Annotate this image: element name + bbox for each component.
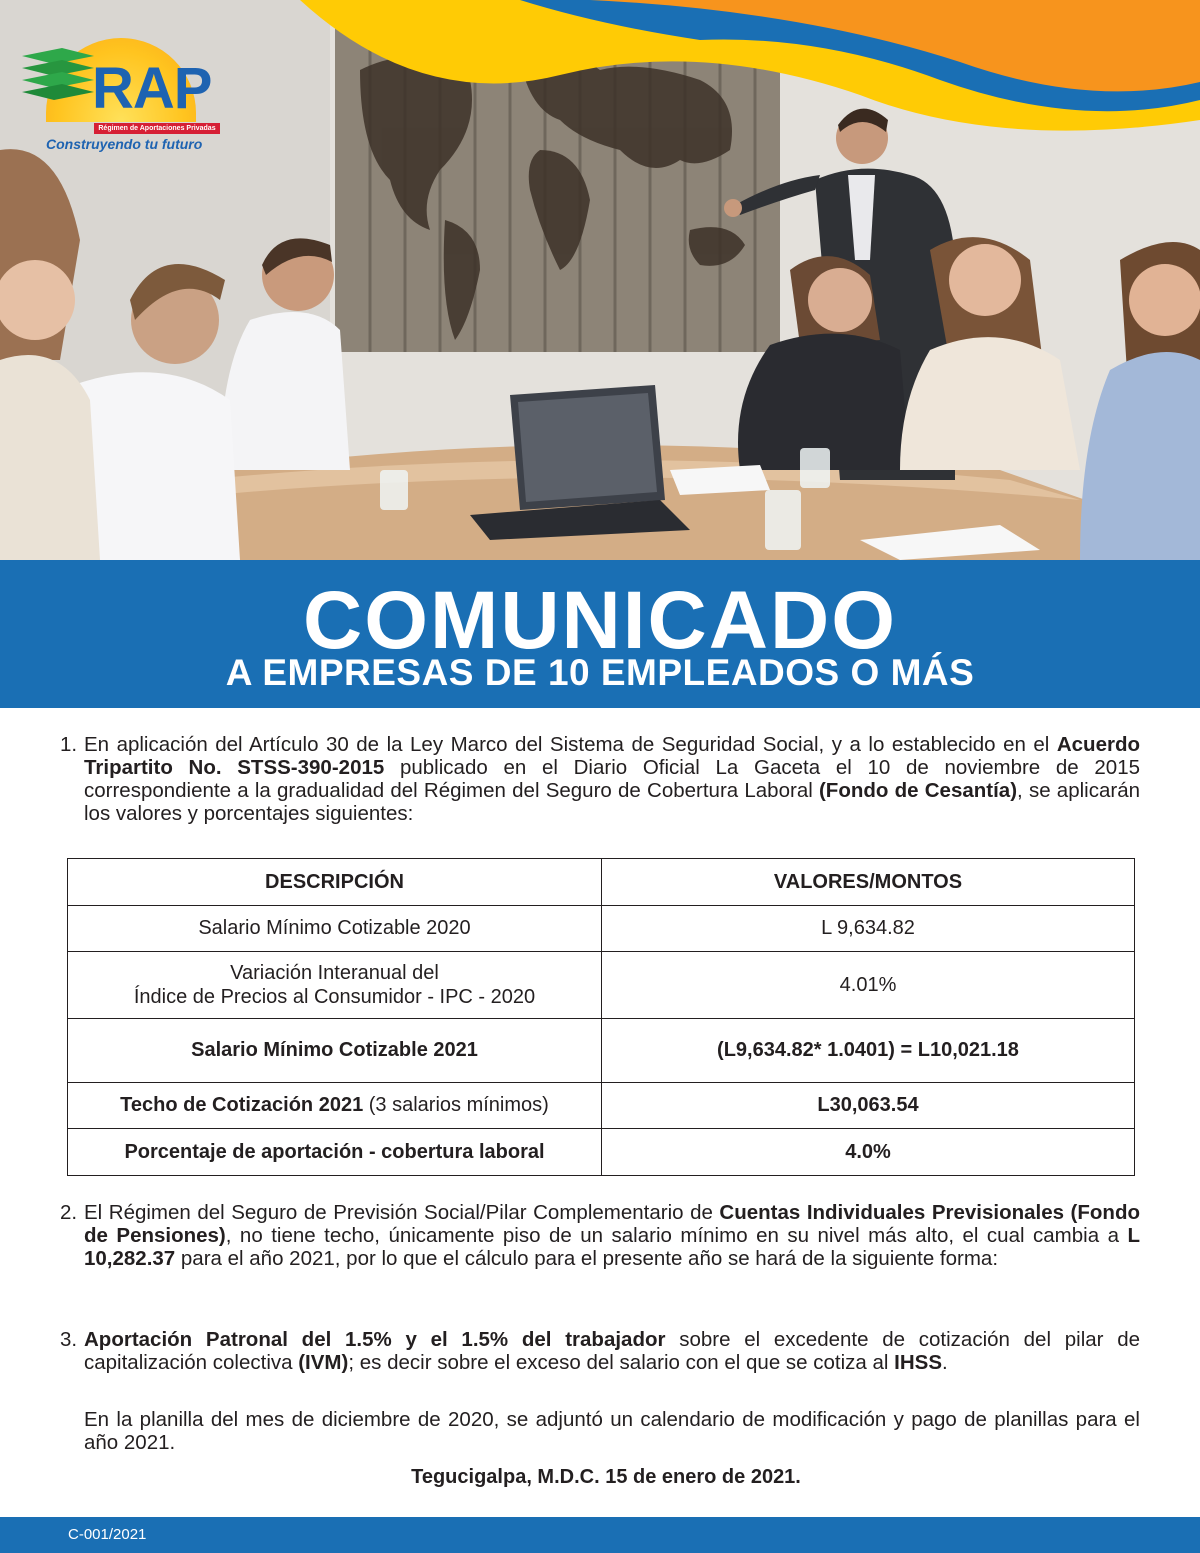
agreement-reference: Acuerdo Tripartito No. STSS-390-2015 [84, 733, 1140, 779]
table-cell-value: (L9,634.82* 1.0401) = L10,021.18 [602, 1019, 1135, 1083]
hero-photo [0, 0, 1200, 560]
ihss-label: IHSS [894, 1351, 943, 1374]
table-cell-description: Salario Mínimo Cotizable 2021 [68, 1019, 602, 1083]
description-line: Índice de Precios al Consumidor - IPC - 2020 [133, 986, 536, 1008]
item-number: 1. [60, 733, 78, 756]
item-text [84, 733, 1140, 825]
text-span: En aplicación del Artículo 30 de la Ley Marco del Sistema de Seguridad Social, y a lo establecido en el [84, 733, 1057, 756]
table-cell-description [68, 1083, 602, 1129]
item-number: 2. [60, 1201, 78, 1224]
document-code: C-001/2021 [68, 1526, 147, 1543]
contribution-heading: Aportación Patronal del 1.5% y el 1.5% del trabajador [84, 1328, 666, 1351]
table-cell-description: Salario Mínimo Cotizable 2020 [68, 906, 602, 952]
logo-brand: RAP [92, 56, 212, 121]
footer-bar [0, 1517, 1200, 1553]
column-header: DESCRIPCIÓN [68, 859, 602, 906]
text-span: . [942, 1351, 948, 1374]
text-span: publicado en el Diario Oficial La Gaceta el 10 de noviembre de 2015 correspondiente a la gradualidad del Régimen del Seguro de Cobertura Laboral [84, 756, 1141, 802]
table-header-row [68, 859, 1135, 906]
table-row [68, 1129, 1135, 1176]
minimum-amount: L 10,282.37 [84, 1224, 1140, 1270]
description-note: (3 salarios mínimos) [363, 1094, 549, 1116]
table-cell-description [68, 952, 602, 1019]
table-cell-value: L 9,634.82 [602, 906, 1135, 952]
logo-subtitle: Régimen de Aportaciones Privadas [94, 123, 220, 134]
item-text [84, 1328, 1140, 1374]
table-cell-value: 4.0% [602, 1129, 1135, 1176]
table-row [68, 1019, 1135, 1083]
page-subtitle: A EMPRESAS DE 10 EMPLEADOS O MÁS [225, 652, 975, 693]
note-paragraph [60, 1408, 1140, 1454]
text-span: para el año 2021, por lo que el cálculo para el presente año se hará de la siguiente forma: [175, 1247, 999, 1270]
paragraph-item-3 [60, 1328, 1140, 1374]
item-text [84, 1201, 1140, 1270]
table-cell-value: L30,063.54 [602, 1083, 1135, 1129]
place-and-date: Tegucigalpa, M.D.C. 15 de enero de 2021. [411, 1466, 801, 1488]
text-span: sobre el excedente de cotización del pilar de capitalización colectiva [84, 1328, 1141, 1374]
table-row [68, 1083, 1135, 1129]
table-row [68, 952, 1135, 1019]
paragraph-item-1 [60, 733, 1140, 825]
logo-layers-icon [18, 38, 96, 102]
title-banner [0, 560, 1200, 708]
table-cell-value: 4.01% [602, 952, 1135, 1019]
text-span: , no tiene techo, únicamente piso de un salario mínimo en su nivel más alto, el cual cambia a [225, 1224, 1128, 1247]
description-bold: Techo de Cotización 2021 [120, 1094, 364, 1116]
text-span: ; es decir sobre el exceso del salario con el que se cotiza al [348, 1351, 895, 1374]
ivm-label: (IVM) [298, 1351, 349, 1374]
values-table [67, 858, 1135, 1176]
rap-logo [18, 38, 238, 158]
table-row [68, 906, 1135, 952]
column-header: VALORES/MONTOS [602, 859, 1135, 906]
text-span: , se aplicarán los valores y porcentajes siguientes: [84, 779, 1140, 825]
fund-name: (Fondo de Cesantía) [818, 779, 1018, 802]
text-span: El Régimen del Seguro de Previsión Social/Pilar Complementario de [84, 1201, 720, 1224]
logo-slogan: Construyendo tu futuro [46, 136, 203, 152]
page-title: COMUNICADO [303, 575, 897, 666]
table-cell-description: Porcentaje de aportación - cobertura laboral [68, 1129, 602, 1176]
note-text: En la planilla del mes de diciembre de 2020, se adjuntó un calendario de modificación y pago de planillas para el año 2021. [84, 1408, 1140, 1454]
item-number: 3. [60, 1328, 78, 1351]
description-line: Variación Interanual del [230, 962, 439, 984]
fund-name: Cuentas Individuales Previsionales (Fondo de Pensiones) [84, 1201, 1140, 1247]
paragraph-item-2 [60, 1201, 1140, 1270]
